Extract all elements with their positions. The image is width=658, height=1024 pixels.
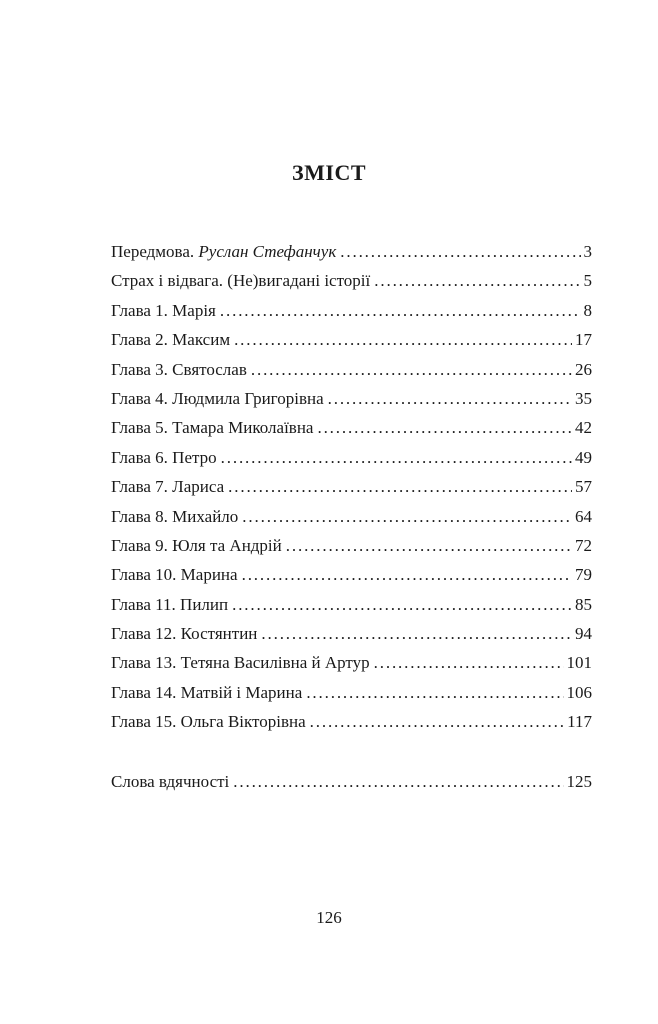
toc-entry-intro[interactable]	[111, 266, 592, 295]
dot-leader	[233, 767, 563, 796]
toc-entry-chapter-9[interactable]	[111, 531, 592, 560]
toc-entry-label: Глава 15. Ольга Вікторівна	[111, 712, 306, 732]
toc-entry-page: 101	[566, 653, 592, 673]
toc-entry-label: Глава 1. Марія	[111, 300, 216, 320]
toc-entry-page: 42	[575, 418, 592, 438]
toc-entry-chapter-13[interactable]	[111, 648, 592, 677]
toc-entry-label: Страх і відвага. (Не)вигадані історії	[111, 271, 371, 291]
toc-entry-page: 57	[575, 477, 592, 497]
toc-entry-chapter-2[interactable]	[111, 325, 592, 354]
dot-leader	[261, 619, 572, 648]
toc-entry-page: 5	[583, 271, 592, 291]
toc-entry-page: 17	[575, 330, 592, 350]
toc-entry-page: 3	[583, 242, 592, 261]
toc-entry-page: 117	[567, 712, 592, 732]
toc-entry-label: Глава 7. Лариса	[111, 477, 225, 497]
toc-entry-label: Глава 9. Юля та Андрій	[111, 535, 282, 555]
toc-entry-label: Передмова. Руслан Стефанчук	[111, 242, 337, 261]
toc-entry-acknowledgements[interactable]	[111, 767, 592, 796]
toc-entry-page: 106	[566, 682, 592, 702]
dot-leader	[242, 560, 572, 589]
dot-leader	[328, 384, 572, 413]
toc-entry-chapter-10[interactable]	[111, 560, 592, 589]
toc-entry-page: 26	[575, 359, 592, 379]
dot-leader	[317, 413, 572, 442]
dot-leader	[310, 707, 564, 736]
toc-entry-label: Глава 5. Тамара Миколаївна	[111, 418, 314, 438]
toc-entry-page: 125	[566, 771, 592, 791]
table-of-contents	[111, 237, 592, 796]
toc-entry-page: 79	[575, 565, 592, 585]
dot-leader	[242, 502, 572, 531]
toc-entry-label: Глава 4. Людмила Григорівна	[111, 388, 324, 408]
toc-entry-chapter-12[interactable]	[111, 619, 592, 648]
toc-entry-author: Руслан Стефанчук	[198, 242, 337, 261]
toc-entry-chapter-5[interactable]	[111, 413, 592, 442]
toc-entry-label: Глава 3. Святослав	[111, 359, 247, 379]
toc-entry-chapter-7[interactable]	[111, 472, 592, 501]
toc-entry-chapter-14[interactable]	[111, 678, 592, 707]
dot-leader	[306, 678, 563, 707]
toc-entry-label: Глава 2. Максим	[111, 330, 231, 350]
toc-entry-label: Глава 8. Михайло	[111, 506, 239, 526]
toc-entry-label: Глава 11. Пилип	[111, 594, 229, 614]
dot-leader	[221, 443, 572, 472]
toc-entry-chapter-15[interactable]	[111, 707, 592, 736]
dot-leader	[374, 266, 580, 295]
dot-leader	[232, 590, 572, 619]
dot-leader	[286, 531, 572, 560]
dot-leader	[228, 472, 572, 501]
toc-entry-label: Глава 10. Марина	[111, 565, 238, 585]
dot-leader	[251, 355, 572, 384]
toc-entry-page: 49	[575, 447, 592, 467]
toc-entry-page: 94	[575, 624, 592, 644]
dot-leader	[340, 237, 580, 266]
toc-entry-page: 72	[575, 535, 592, 555]
page-title: ЗМІСТ	[292, 160, 366, 185]
toc-entry-label: Слова вдячності	[111, 771, 230, 791]
toc-entry-page: 35	[575, 388, 592, 408]
toc-entry-page: 85	[575, 594, 592, 614]
dot-leader	[374, 648, 564, 677]
toc-entry-page: 64	[575, 506, 592, 526]
toc-entry-chapter-4[interactable]	[111, 384, 592, 413]
toc-entry-label: Глава 14. Матвій і Марина	[111, 682, 303, 702]
toc-entry-label: Глава 13. Тетяна Василівна й Артур	[111, 653, 370, 673]
toc-entry-chapter-8[interactable]	[111, 502, 592, 531]
page-number: 126	[316, 908, 342, 927]
toc-entry-chapter-6[interactable]	[111, 443, 592, 472]
toc-entry-chapter-1[interactable]	[111, 296, 592, 325]
toc-entry-chapter-11[interactable]	[111, 590, 592, 619]
dot-leader	[234, 325, 572, 354]
toc-entry-chapter-3[interactable]	[111, 355, 592, 384]
toc-entry-label: Глава 6. Петро	[111, 447, 217, 467]
dot-leader	[220, 296, 581, 325]
toc-entry-page: 8	[583, 300, 592, 320]
toc-entry-label: Глава 12. Костянтин	[111, 624, 258, 644]
toc-entry-foreword[interactable]	[111, 237, 592, 266]
